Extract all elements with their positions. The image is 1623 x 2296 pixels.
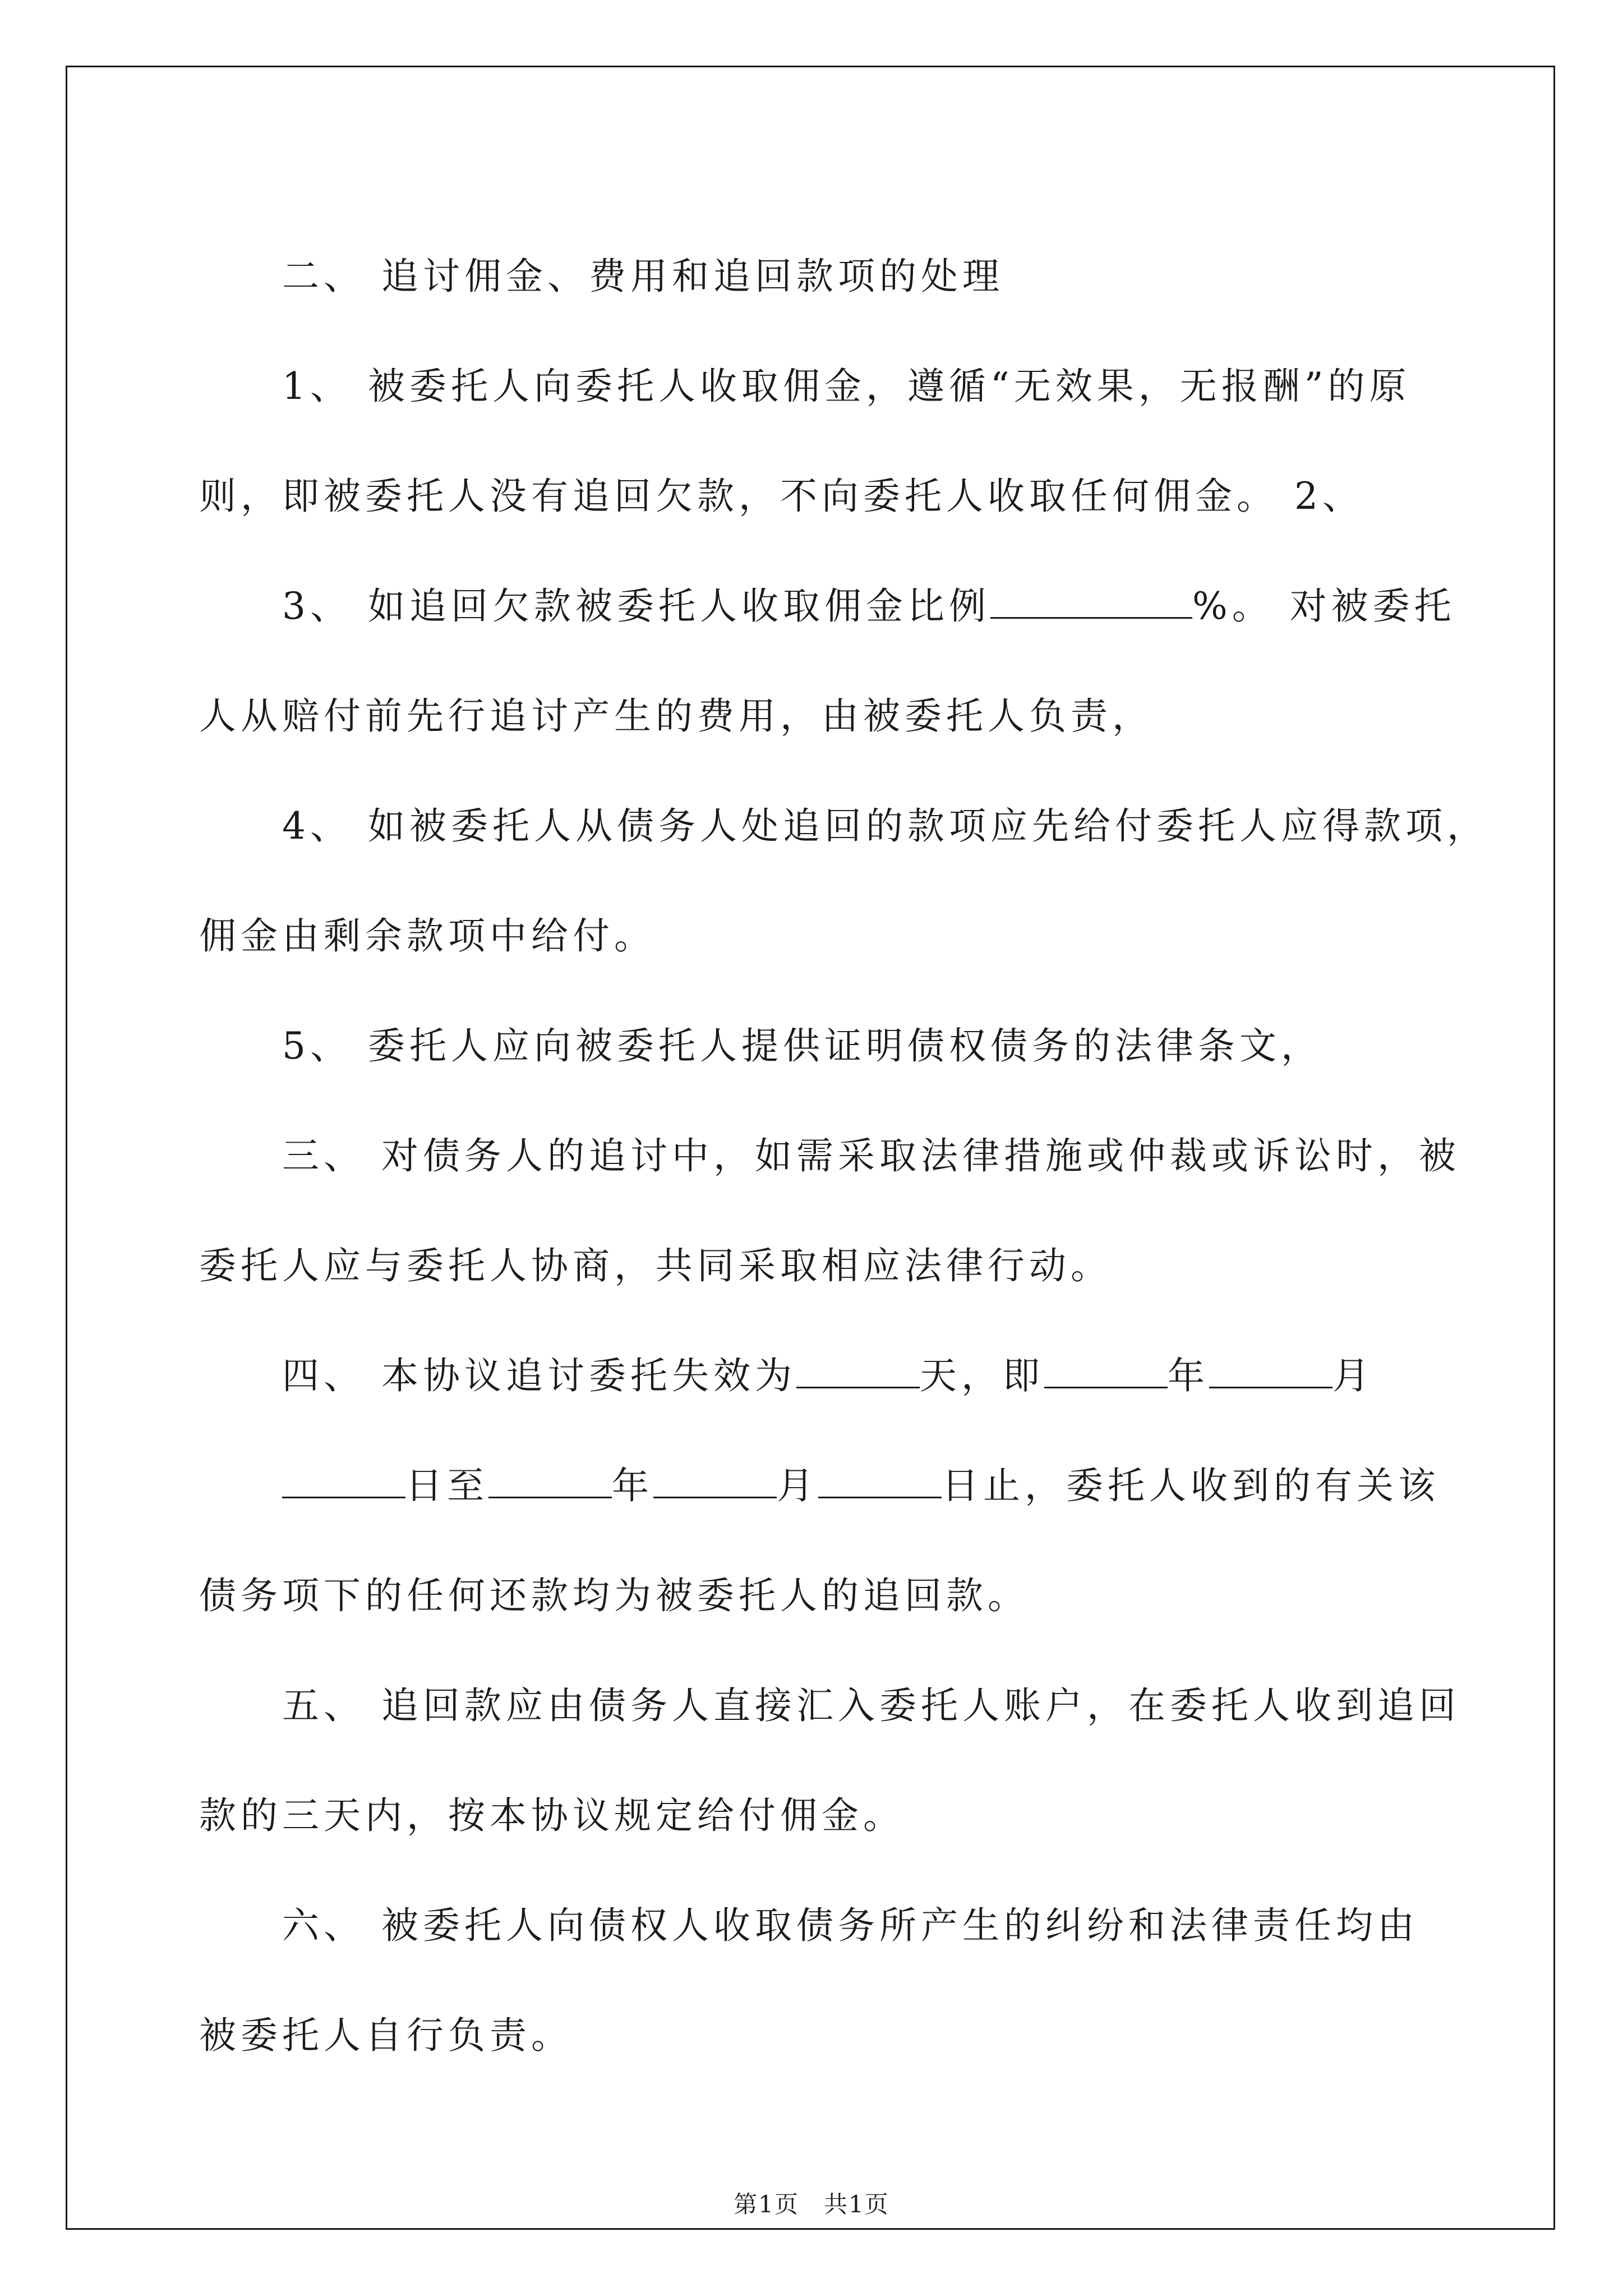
- section-4-text-f: 年: [612, 1464, 653, 1507]
- item-3-line-2: 人从赔付前先行追讨产生的费用，由被委托人负责，: [199, 694, 1154, 738]
- section-4-line-1: [199, 1321, 1424, 1431]
- section-3-line-1: 三、 对债务人的追讨中，如需采取法律措施或仲裁或诉讼时，被: [282, 1134, 1460, 1177]
- section-4-text-b: 天，即: [919, 1354, 1044, 1397]
- item-3-text-b: %。 对被委托: [1192, 585, 1456, 628]
- end-month-blank: [653, 1464, 777, 1498]
- section-5-line-2: 款的三天内，按本协议规定给付佣金。: [199, 1794, 905, 1837]
- start-month-blank: [1209, 1354, 1332, 1388]
- item-4-line-2: 佣金由剩余款项中给付。: [199, 914, 656, 958]
- section-5-line-1: 五、 追回款应由债务人直接汇入委托人账户，在委托人收到追回: [282, 1684, 1460, 1727]
- document-body: [199, 222, 1488, 2091]
- section-4-text-d: 月: [1332, 1354, 1374, 1397]
- days-blank: [796, 1354, 920, 1388]
- start-day-blank: [282, 1464, 405, 1498]
- commission-rate-blank: [990, 585, 1192, 619]
- item-5: 5、 委托人应向被委托人提供证明债权债务的法律条文，: [282, 1024, 1322, 1068]
- section-4-text-a: 四、 本协议追讨委托失效为: [282, 1354, 796, 1397]
- section-4-line-3: 债务项下的任何还款均为被委托人的追回款。: [199, 1574, 1029, 1617]
- section-2-heading: 二、 追讨佣金、费用和追回款项的处理: [282, 255, 1004, 298]
- section-4-text-c: 年: [1167, 1354, 1209, 1397]
- item-1-line-1: 1、 被委托人向委托人收取佣金，遵循“无效果，无报酬”的原: [282, 365, 1411, 408]
- end-year-blank: [488, 1464, 612, 1498]
- item-4-line-1: 4、 如被委托人从债务人处追回的款项应先给付委托人应得款项，: [282, 804, 1488, 848]
- section-4-text-e: 日至: [405, 1464, 488, 1507]
- start-year-blank: [1044, 1354, 1168, 1388]
- section-3-line-2: 委托人应与委托人协商，共同采取相应法律行动。: [199, 1244, 1112, 1287]
- section-4-text-g: 月: [777, 1464, 818, 1507]
- section-4-line-2: [199, 1431, 1440, 1541]
- end-day-blank: [818, 1464, 942, 1498]
- item-3-line-1: [199, 551, 1456, 661]
- section-6-line-1: 六、 被委托人向债权人收取债务所产生的纠纷和法律责任均由: [282, 1904, 1419, 1947]
- item-1-line-2: 则，即被委托人没有追回欠款，不向委托人收取任何佣金。 2、: [199, 475, 1364, 518]
- item-3-text-a: 3、 如追回欠款被委托人收取佣金比例: [282, 585, 990, 628]
- section-6-line-2: 被委托人自行负责。: [199, 2014, 573, 2057]
- section-4-text-h: 日止，委托人收到的有关该: [942, 1464, 1440, 1507]
- page-number-footer: 第1页 共1页: [734, 2191, 889, 2218]
